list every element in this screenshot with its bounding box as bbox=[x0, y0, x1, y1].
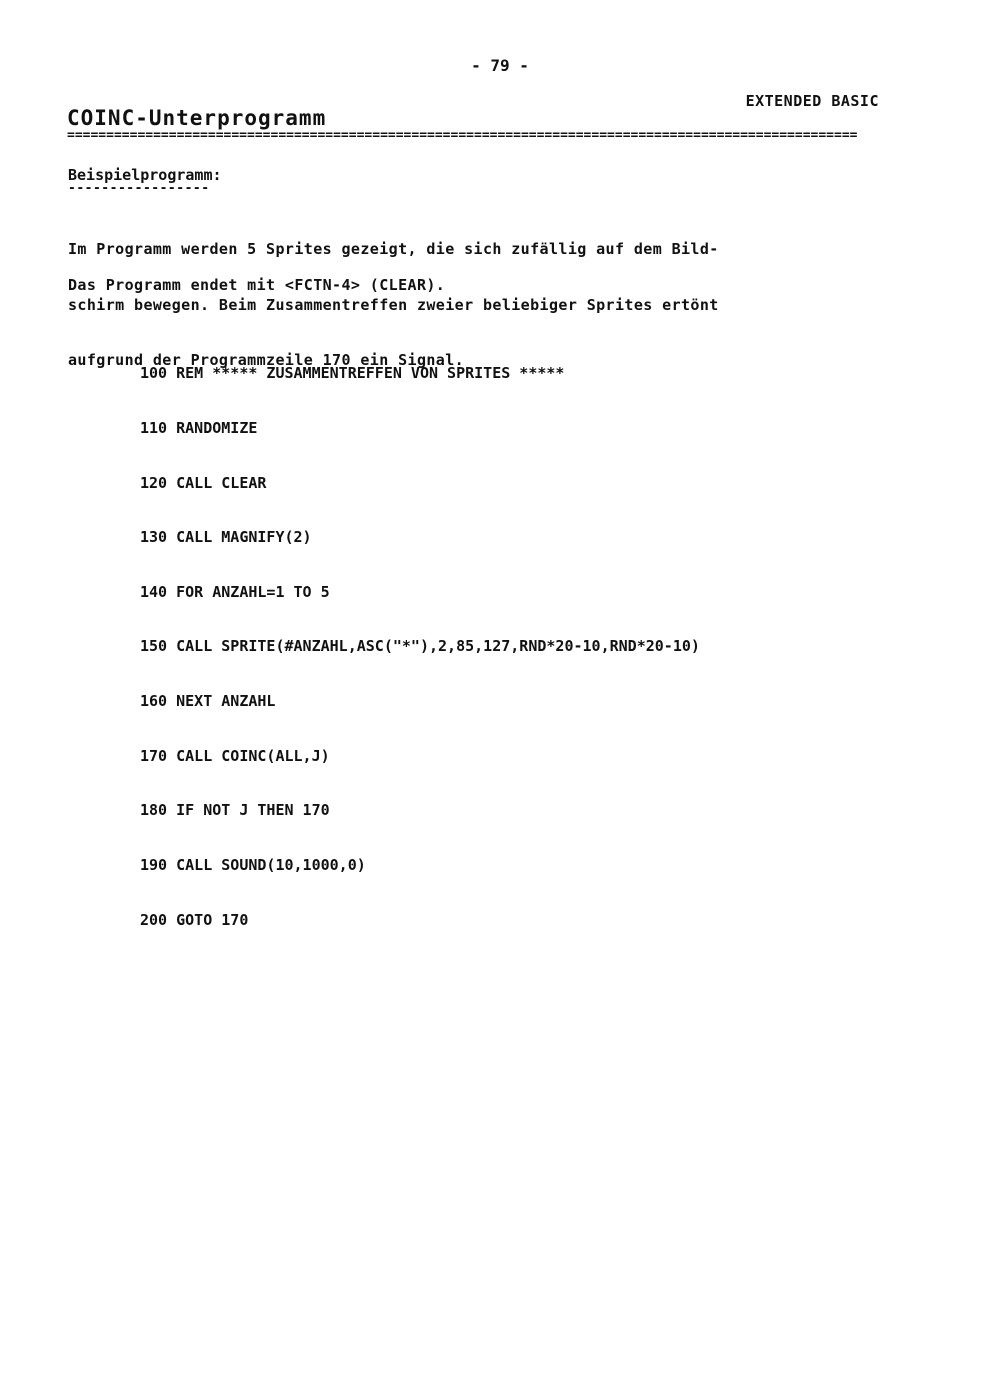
paragraph-line: Im Programm werden 5 Sprites gezeigt, die sich zufällig auf dem Bild- bbox=[68, 240, 719, 258]
code-listing bbox=[140, 328, 700, 947]
page-number: - 79 - bbox=[471, 56, 529, 75]
paragraph-line: aufgrund der Programmzeile 170 ein Signal. bbox=[68, 351, 465, 369]
code-line: 100 REM ***** ZUSAMMENTREFFEN VON SPRITES ***** bbox=[140, 364, 565, 383]
closing-line: Das Programm endet mit <FCTN-4> (CLEAR). bbox=[68, 276, 446, 294]
code-line: 110 RANDOMIZE bbox=[140, 419, 258, 438]
code-line: 170 CALL COINC(ALL,J) bbox=[140, 746, 330, 765]
code-line: 120 CALL CLEAR bbox=[140, 473, 267, 492]
code-line: 160 NEXT ANZAHL bbox=[140, 692, 276, 711]
code-line: 200 GOTO 170 bbox=[140, 910, 249, 929]
page-title: COINC-Unterprogramm bbox=[67, 106, 327, 130]
code-line: 150 CALL SPRITE(#ANZAHL,ASC("*"),2,85,127,RND*20-10,RND*20-10) bbox=[140, 637, 700, 656]
code-line: 180 IF NOT J THEN 170 bbox=[140, 801, 330, 820]
title-underline-rule: ===================================================================================================== bbox=[67, 128, 858, 143]
subheading: Beispielprogramm: bbox=[68, 166, 222, 184]
code-line: 190 CALL SOUND(10,1000,0) bbox=[140, 855, 366, 874]
code-line: 130 CALL MAGNIFY(2) bbox=[140, 528, 312, 547]
subheading-underline-rule: ----------------- bbox=[68, 181, 210, 196]
paragraph-line: schirm bewegen. Beim Zusammentreffen zweier beliebiger Sprites ertönt bbox=[68, 295, 719, 314]
section-label: EXTENDED BASIC bbox=[745, 92, 879, 110]
code-line: 140 FOR ANZAHL=1 TO 5 bbox=[140, 582, 330, 601]
